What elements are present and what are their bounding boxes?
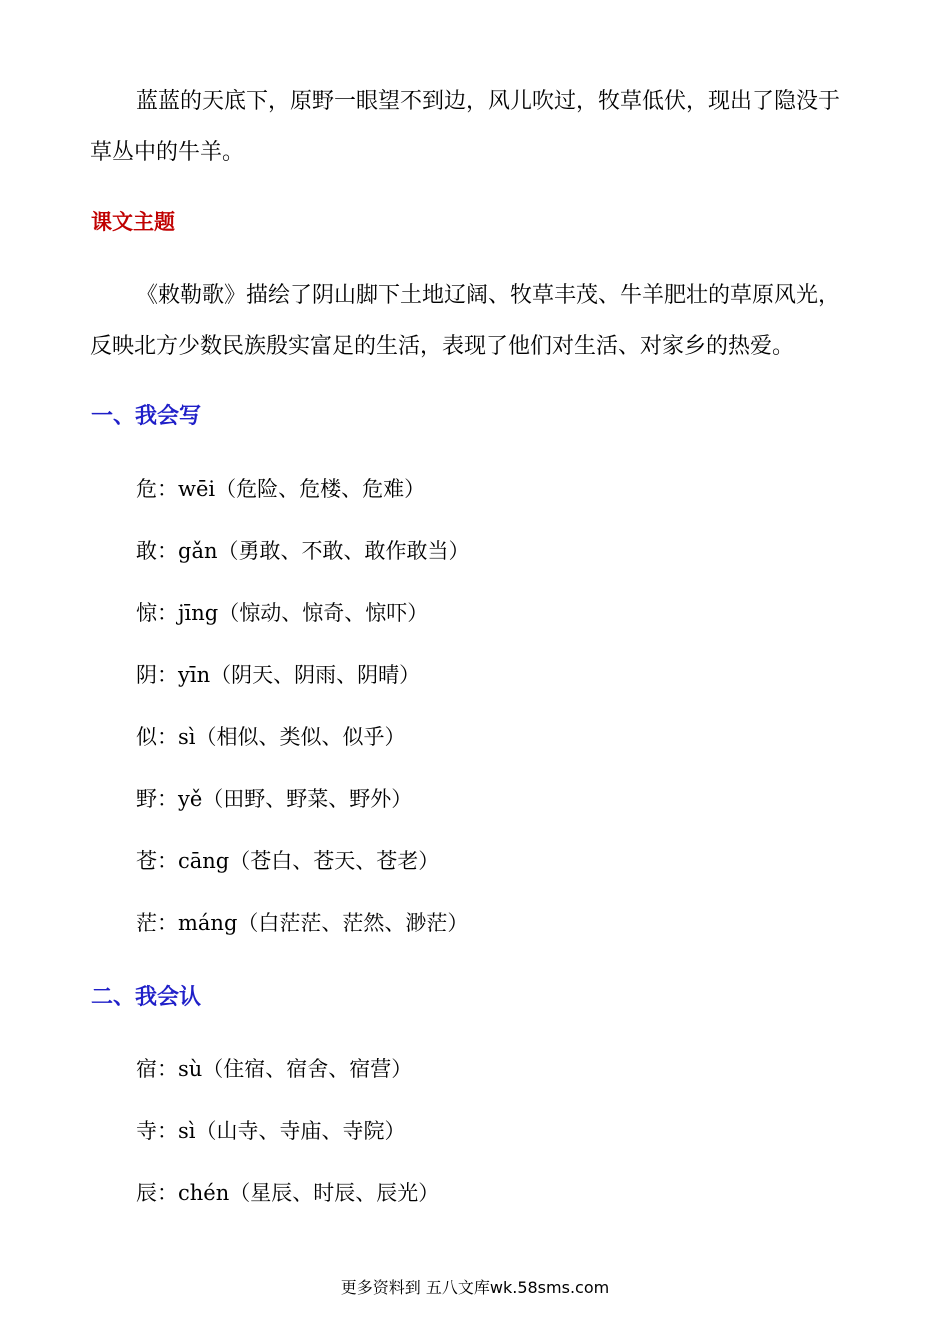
vocab-item: 危：wēi（危险、危楼、危难） bbox=[136, 477, 426, 501]
theme-line-2: 反映北方少数民族殷实富足的生活，表现了他们对生活、对家乡的热爱。 bbox=[90, 334, 795, 359]
vocab-item: 阴：yīn（阴天、阴雨、阴晴） bbox=[136, 663, 421, 687]
vocab-item: 惊：jīng（惊动、惊奇、惊吓） bbox=[136, 601, 429, 625]
vocab-item: 宿：sù（住宿、宿舍、宿营） bbox=[136, 1057, 413, 1081]
vocab-item: 似：sì（相似、类似、似乎） bbox=[136, 725, 406, 749]
vocab-item: 苍：cāng（苍白、苍天、苍老） bbox=[136, 849, 440, 873]
intro-line-1: 蓝蓝的天底下，原野一眼望不到边，风儿吹过，牧草低伏，现出了隐没于 bbox=[136, 89, 841, 114]
vocab-item: 辰：chén（星辰、时辰、辰光） bbox=[136, 1181, 440, 1205]
vocab-item: 敢：gǎn（勇敢、不敢、敢作敢当） bbox=[136, 539, 470, 563]
intro-line-2: 草丛中的牛羊。 bbox=[90, 140, 245, 165]
vocab-item: 茫：máng（白茫茫、茫然、渺茫） bbox=[136, 911, 469, 935]
theme-line-1: 《敕勒歌》描绘了阴山脚下土地辽阔、牧草丰茂、牛羊肥壮的草原风光， bbox=[136, 283, 841, 308]
theme-heading: 课文主题 bbox=[91, 210, 175, 234]
vocab-item: 野：yě（田野、野菜、野外） bbox=[136, 787, 413, 811]
footer-link-text[interactable]: 更多资料到 五八文库wk.58sms.com bbox=[340, 1278, 610, 1297]
vocab-item: 寺：sì（山寺、寺庙、寺院） bbox=[136, 1119, 406, 1143]
section-read-heading: 二、我会认 bbox=[91, 985, 202, 1010]
section-write-heading: 一、我会写 bbox=[91, 404, 202, 429]
